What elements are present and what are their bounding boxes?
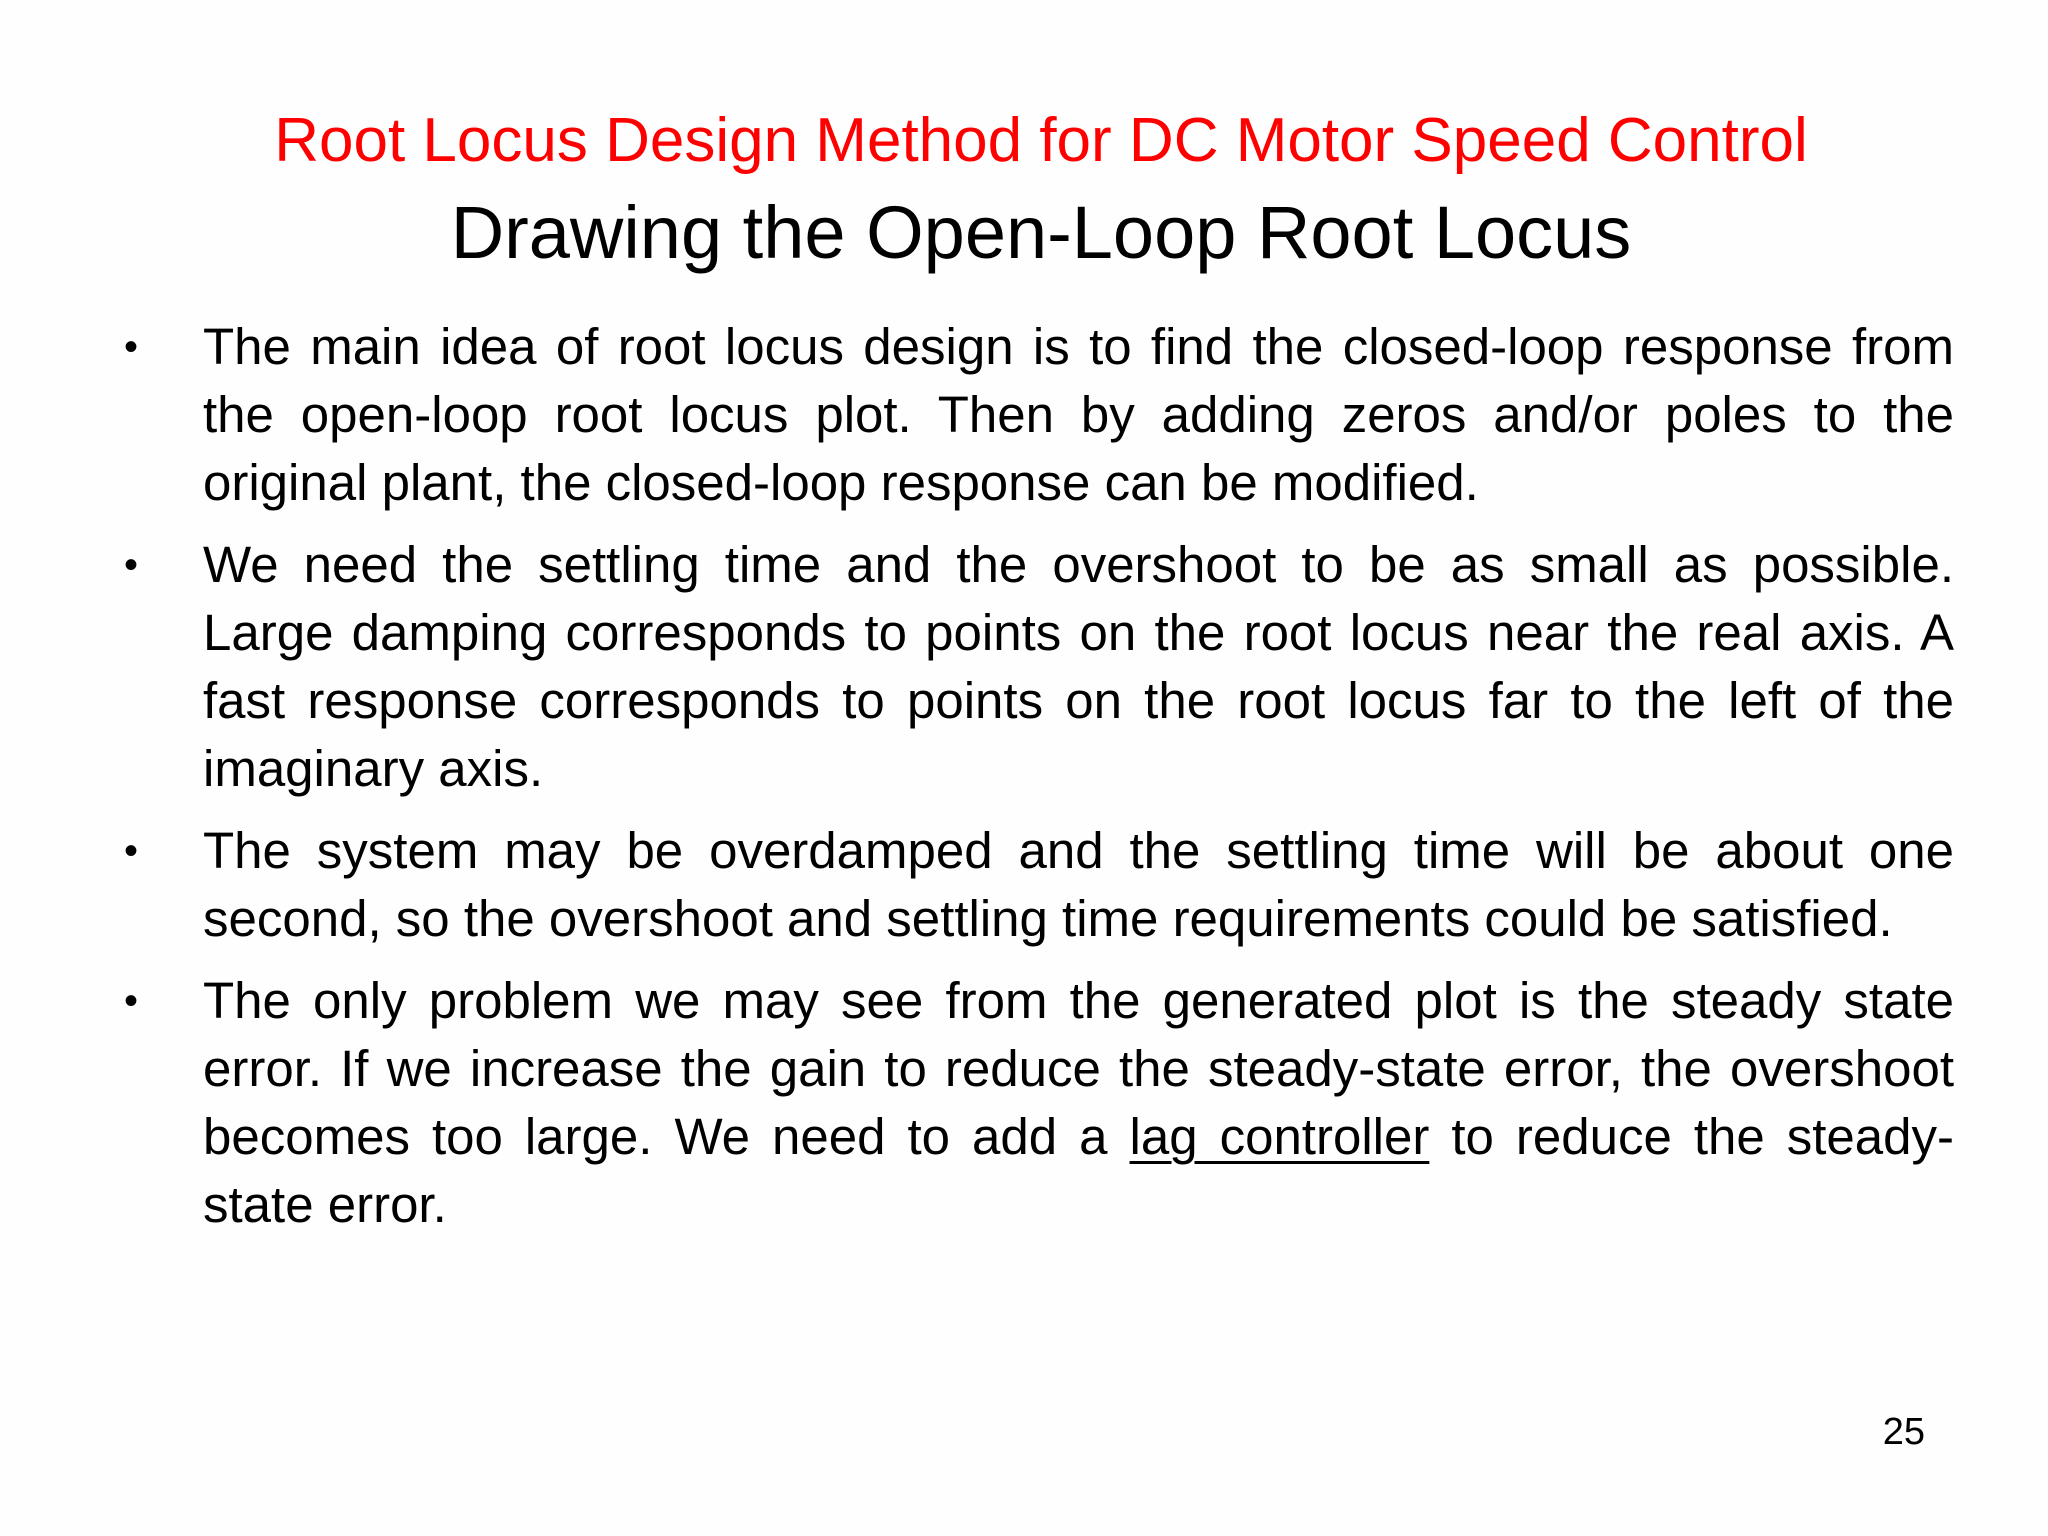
bullet-item-4: [118, 967, 1954, 1239]
bullet-text-part: The only problem we may see from the generated plot is the steady state error. If we increase the gain to reduce the steady-state error, the overshoot becomes too large. We need to add a: [203, 972, 1954, 1165]
bullet-icon: •: [124, 325, 139, 369]
bullet-text: The main idea of root locus design is to find the closed-loop response from the open-loop root locus plot. Then by adding zeros and/or poles to the original plant, the closed-loop response can be modified.: [203, 318, 1954, 511]
slide-title: Root Locus Design Method for DC Motor Speed Control: [274, 106, 1808, 175]
page-number: 25: [1882, 1411, 1925, 1453]
bullet-text: The system may be overdamped and the settling time will be about one second, so the overshoot and settling time requirements could be satisfied.: [203, 822, 1954, 947]
bullet-item-2: [118, 531, 1954, 803]
bullet-text: [203, 972, 1954, 1233]
bullet-text-part: to reduce the steady-state error.: [203, 1108, 1954, 1233]
bullet-text: We need the settling time and the overshoot to be as small as possible. Large damping corresponds to points on the root locus near the real axis. A fast response corresponds to points on the root locus far to the left of the imaginary axis.: [203, 536, 1954, 797]
bullet-icon: •: [124, 829, 139, 873]
slide-subtitle: Drawing the Open-Loop Root Locus: [450, 191, 1632, 274]
bullet-item-1: [118, 313, 1954, 517]
lag-controller-term: lag controller: [1129, 1108, 1430, 1165]
bullet-list: [118, 313, 1954, 1253]
bullet-item-3: [118, 817, 1954, 953]
bullet-icon: •: [124, 979, 139, 1023]
bullet-icon: •: [124, 543, 139, 587]
